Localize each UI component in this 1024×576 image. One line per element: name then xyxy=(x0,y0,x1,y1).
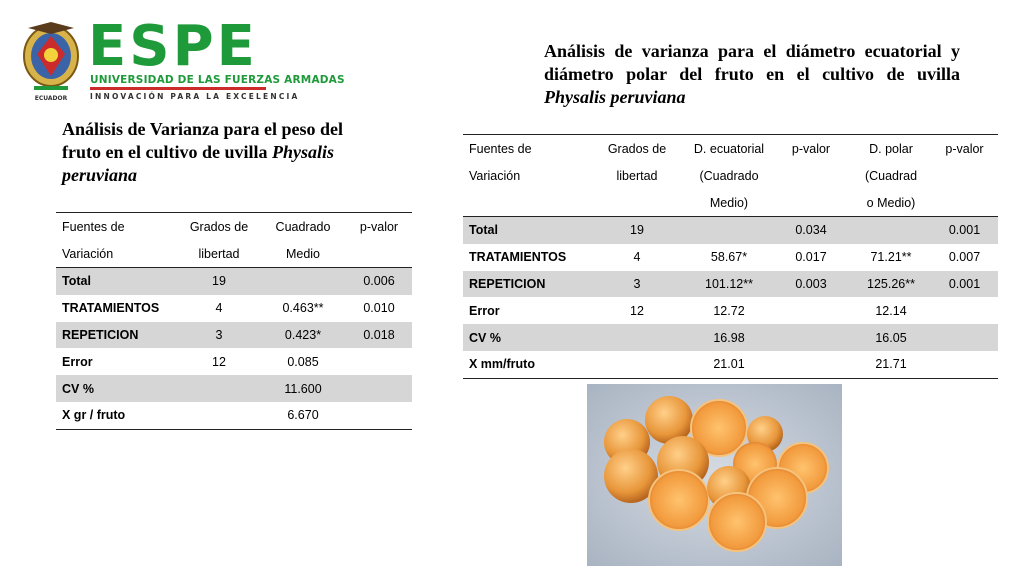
header-ecuatorial-2: (Cuadrado xyxy=(699,168,759,183)
logo-motto: INNOVACIÓN PARA LA EXCELENCIA xyxy=(90,92,300,101)
row-p xyxy=(346,402,412,429)
table-row xyxy=(56,375,412,402)
row-source: Total xyxy=(56,268,178,295)
header-cuadrado: Cuadrado xyxy=(275,219,331,234)
table-header-row xyxy=(56,240,412,268)
row-ecuatorial: 58.67* xyxy=(710,250,748,265)
row-ms: 6.670 xyxy=(287,408,319,423)
row-source: CV % xyxy=(56,375,178,402)
right-title-species: Physalis peruviana xyxy=(544,87,686,107)
row-ms: 11.600 xyxy=(260,375,346,402)
table-row xyxy=(56,348,412,375)
anova-weight-table xyxy=(56,212,412,430)
row-polar: 21.71 xyxy=(875,357,907,372)
row-ecuatorial: 101.12** xyxy=(687,271,771,298)
row-ecuatorial xyxy=(687,217,771,244)
row-p1 xyxy=(771,351,851,378)
table-header-row xyxy=(463,135,998,163)
header-grados: Grados de xyxy=(189,219,249,234)
left-title-text: Análisis de Varianza para el peso del fruto en el cultivo de uvilla xyxy=(62,119,344,162)
row-p2: 0.007 xyxy=(948,250,981,265)
row-df: 19 xyxy=(178,268,260,295)
row-source: REPETICION xyxy=(56,322,178,349)
left-title-species: Physalis peruviana xyxy=(62,142,335,185)
left-table-title xyxy=(62,118,382,187)
header-ecuatorial-3: Medio) xyxy=(709,195,749,210)
row-df: 12 xyxy=(630,303,644,318)
table-row xyxy=(463,297,998,324)
row-source: Error xyxy=(469,303,500,318)
row-p xyxy=(346,348,412,375)
row-source: TRATAMIENTOS xyxy=(469,250,567,265)
row-p2 xyxy=(931,297,998,324)
table-row xyxy=(463,351,998,378)
row-df xyxy=(178,402,260,429)
header-libertad: libertad xyxy=(198,246,240,261)
header-pvalor-1: p-valor xyxy=(791,141,831,156)
university-seal-icon xyxy=(20,20,82,104)
header-grados: Grados de xyxy=(607,141,667,156)
row-df: 4 xyxy=(633,250,641,265)
row-p xyxy=(346,375,412,402)
row-df: 3 xyxy=(587,271,687,298)
table-row xyxy=(463,217,998,244)
row-ms: 0.423* xyxy=(260,322,346,349)
espe-logo xyxy=(20,14,345,104)
row-p2 xyxy=(931,351,998,378)
row-polar: 125.26** xyxy=(851,271,931,298)
row-p2: 0.001 xyxy=(931,217,998,244)
row-source: CV % xyxy=(463,324,587,351)
row-df xyxy=(587,324,687,351)
header-polar: D. polar xyxy=(869,141,913,156)
row-p1: 0.034 xyxy=(771,217,851,244)
row-df: 19 xyxy=(587,217,687,244)
row-polar: 12.14 xyxy=(875,303,907,318)
header-pvalor-2: p-valor xyxy=(945,141,984,156)
row-p2 xyxy=(931,324,998,351)
table-header-row xyxy=(56,213,412,241)
row-p: 0.006 xyxy=(346,268,412,295)
row-ecuatorial: 16.98 xyxy=(687,324,771,351)
header-ecuatorial: D. ecuatorial xyxy=(693,141,765,156)
table-row xyxy=(56,322,412,349)
logo-wordmark: ESPE xyxy=(88,14,258,79)
row-df: 12 xyxy=(212,354,226,369)
header-variacion: Variación xyxy=(62,246,114,261)
table-row xyxy=(56,295,412,322)
header-polar-3: o Medio) xyxy=(866,195,916,210)
right-table-title xyxy=(544,40,960,109)
row-ecuatorial: 21.01 xyxy=(713,357,745,372)
row-ms xyxy=(260,268,346,295)
physalis-fruit-photo xyxy=(587,384,842,566)
header-fuentes: Fuentes de xyxy=(62,219,125,234)
header-pvalor: p-valor xyxy=(359,219,399,234)
row-p: 0.018 xyxy=(346,322,412,349)
table-header-row xyxy=(463,189,998,217)
row-polar: 71.21** xyxy=(870,250,912,265)
table-row xyxy=(463,324,998,351)
right-title-text: Análisis de varianza para el diámetro ecuatorial y diámetro polar del fruto en el cultivo de uvilla xyxy=(544,41,960,84)
row-polar xyxy=(851,217,931,244)
row-source: X mm/fruto xyxy=(469,357,535,372)
table-row xyxy=(463,244,998,271)
svg-text:ECUADOR: ECUADOR xyxy=(34,95,68,102)
row-df xyxy=(587,351,687,378)
logo-university-name: UNIVERSIDAD DE LAS FUERZAS ARMADAS xyxy=(90,74,345,86)
row-p1: 0.017 xyxy=(795,250,827,265)
table-header-row xyxy=(463,162,998,189)
row-polar: 16.05 xyxy=(851,324,931,351)
row-p: 0.010 xyxy=(363,301,395,316)
logo-divider xyxy=(90,87,266,90)
row-source: Total xyxy=(463,217,587,244)
anova-diameter-table xyxy=(463,134,998,379)
row-df: 3 xyxy=(178,322,260,349)
row-p1 xyxy=(771,297,851,324)
table-row xyxy=(56,268,412,295)
table-row xyxy=(56,402,412,429)
header-fuentes: Fuentes de xyxy=(469,141,532,156)
row-source: Error xyxy=(62,354,93,369)
header-variacion: Variación xyxy=(469,168,521,183)
header-medio: Medio xyxy=(285,246,321,261)
row-p1: 0.003 xyxy=(771,271,851,298)
row-p2: 0.001 xyxy=(931,271,998,298)
row-p1 xyxy=(771,324,851,351)
row-ms: 0.085 xyxy=(287,354,319,369)
row-source: X gr / fruto xyxy=(62,408,126,423)
row-source: TRATAMIENTOS xyxy=(62,301,160,316)
row-df: 4 xyxy=(215,301,223,316)
header-polar-2: (Cuadrad xyxy=(864,168,918,183)
row-source: REPETICION xyxy=(463,271,587,298)
row-df xyxy=(178,375,260,402)
table-row xyxy=(463,271,998,298)
row-ms: 0.463** xyxy=(282,301,324,316)
row-ecuatorial: 12.72 xyxy=(713,303,745,318)
header-libertad: libertad xyxy=(616,168,658,183)
